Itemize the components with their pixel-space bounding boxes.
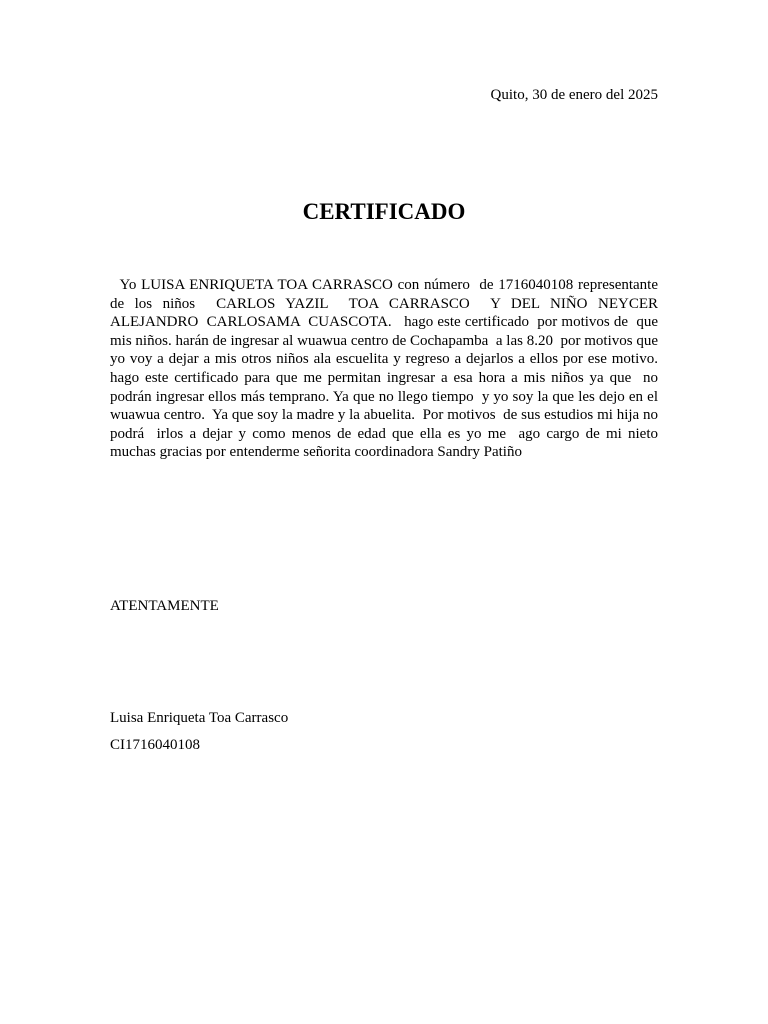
signer-name: Luisa Enriqueta Toa Carrasco [110,710,289,726]
place-date: Quito, 30 de enero del 2025 [490,87,658,103]
closing-salutation: ATENTAMENTE [110,598,219,614]
document-title: CERTIFICADO [302,199,466,224]
signer-id: CI1716040108 [110,737,200,753]
certificate-body: Yo LUISA ENRIQUETA TOA CARRASCO con número de 1716040108 representante de los niños CARLOS YAZIL TOA CARRASCO Y DEL NIÑO NEYCER ALEJANDRO CARLOSAMA CUASCOTA. hago este certificado por motivos de que mis niños. harán de ingresar al wuawua centro de Cochapamba a las 8.20 por motivos que yo voy a dejar a mis otros niños ala escuelita y regreso a dejarlos a ellos por ese motivo. hago este certificado para que me permitan ingresar a esa hora a mis niños ya que no podrán ingresar ellos más temprano. Ya que no llego tiempo y yo soy la que les dejo en el wuawua centro. Ya que soy la madre y la abuelita. Por motivos de sus estudios mi hija no podrá irlos a dejar y como menos de edad que ella es yo me ago cargo de mi nieto muchas gracias por entenderme señorita coordinadora Sandry Patiño [110,277,666,461]
